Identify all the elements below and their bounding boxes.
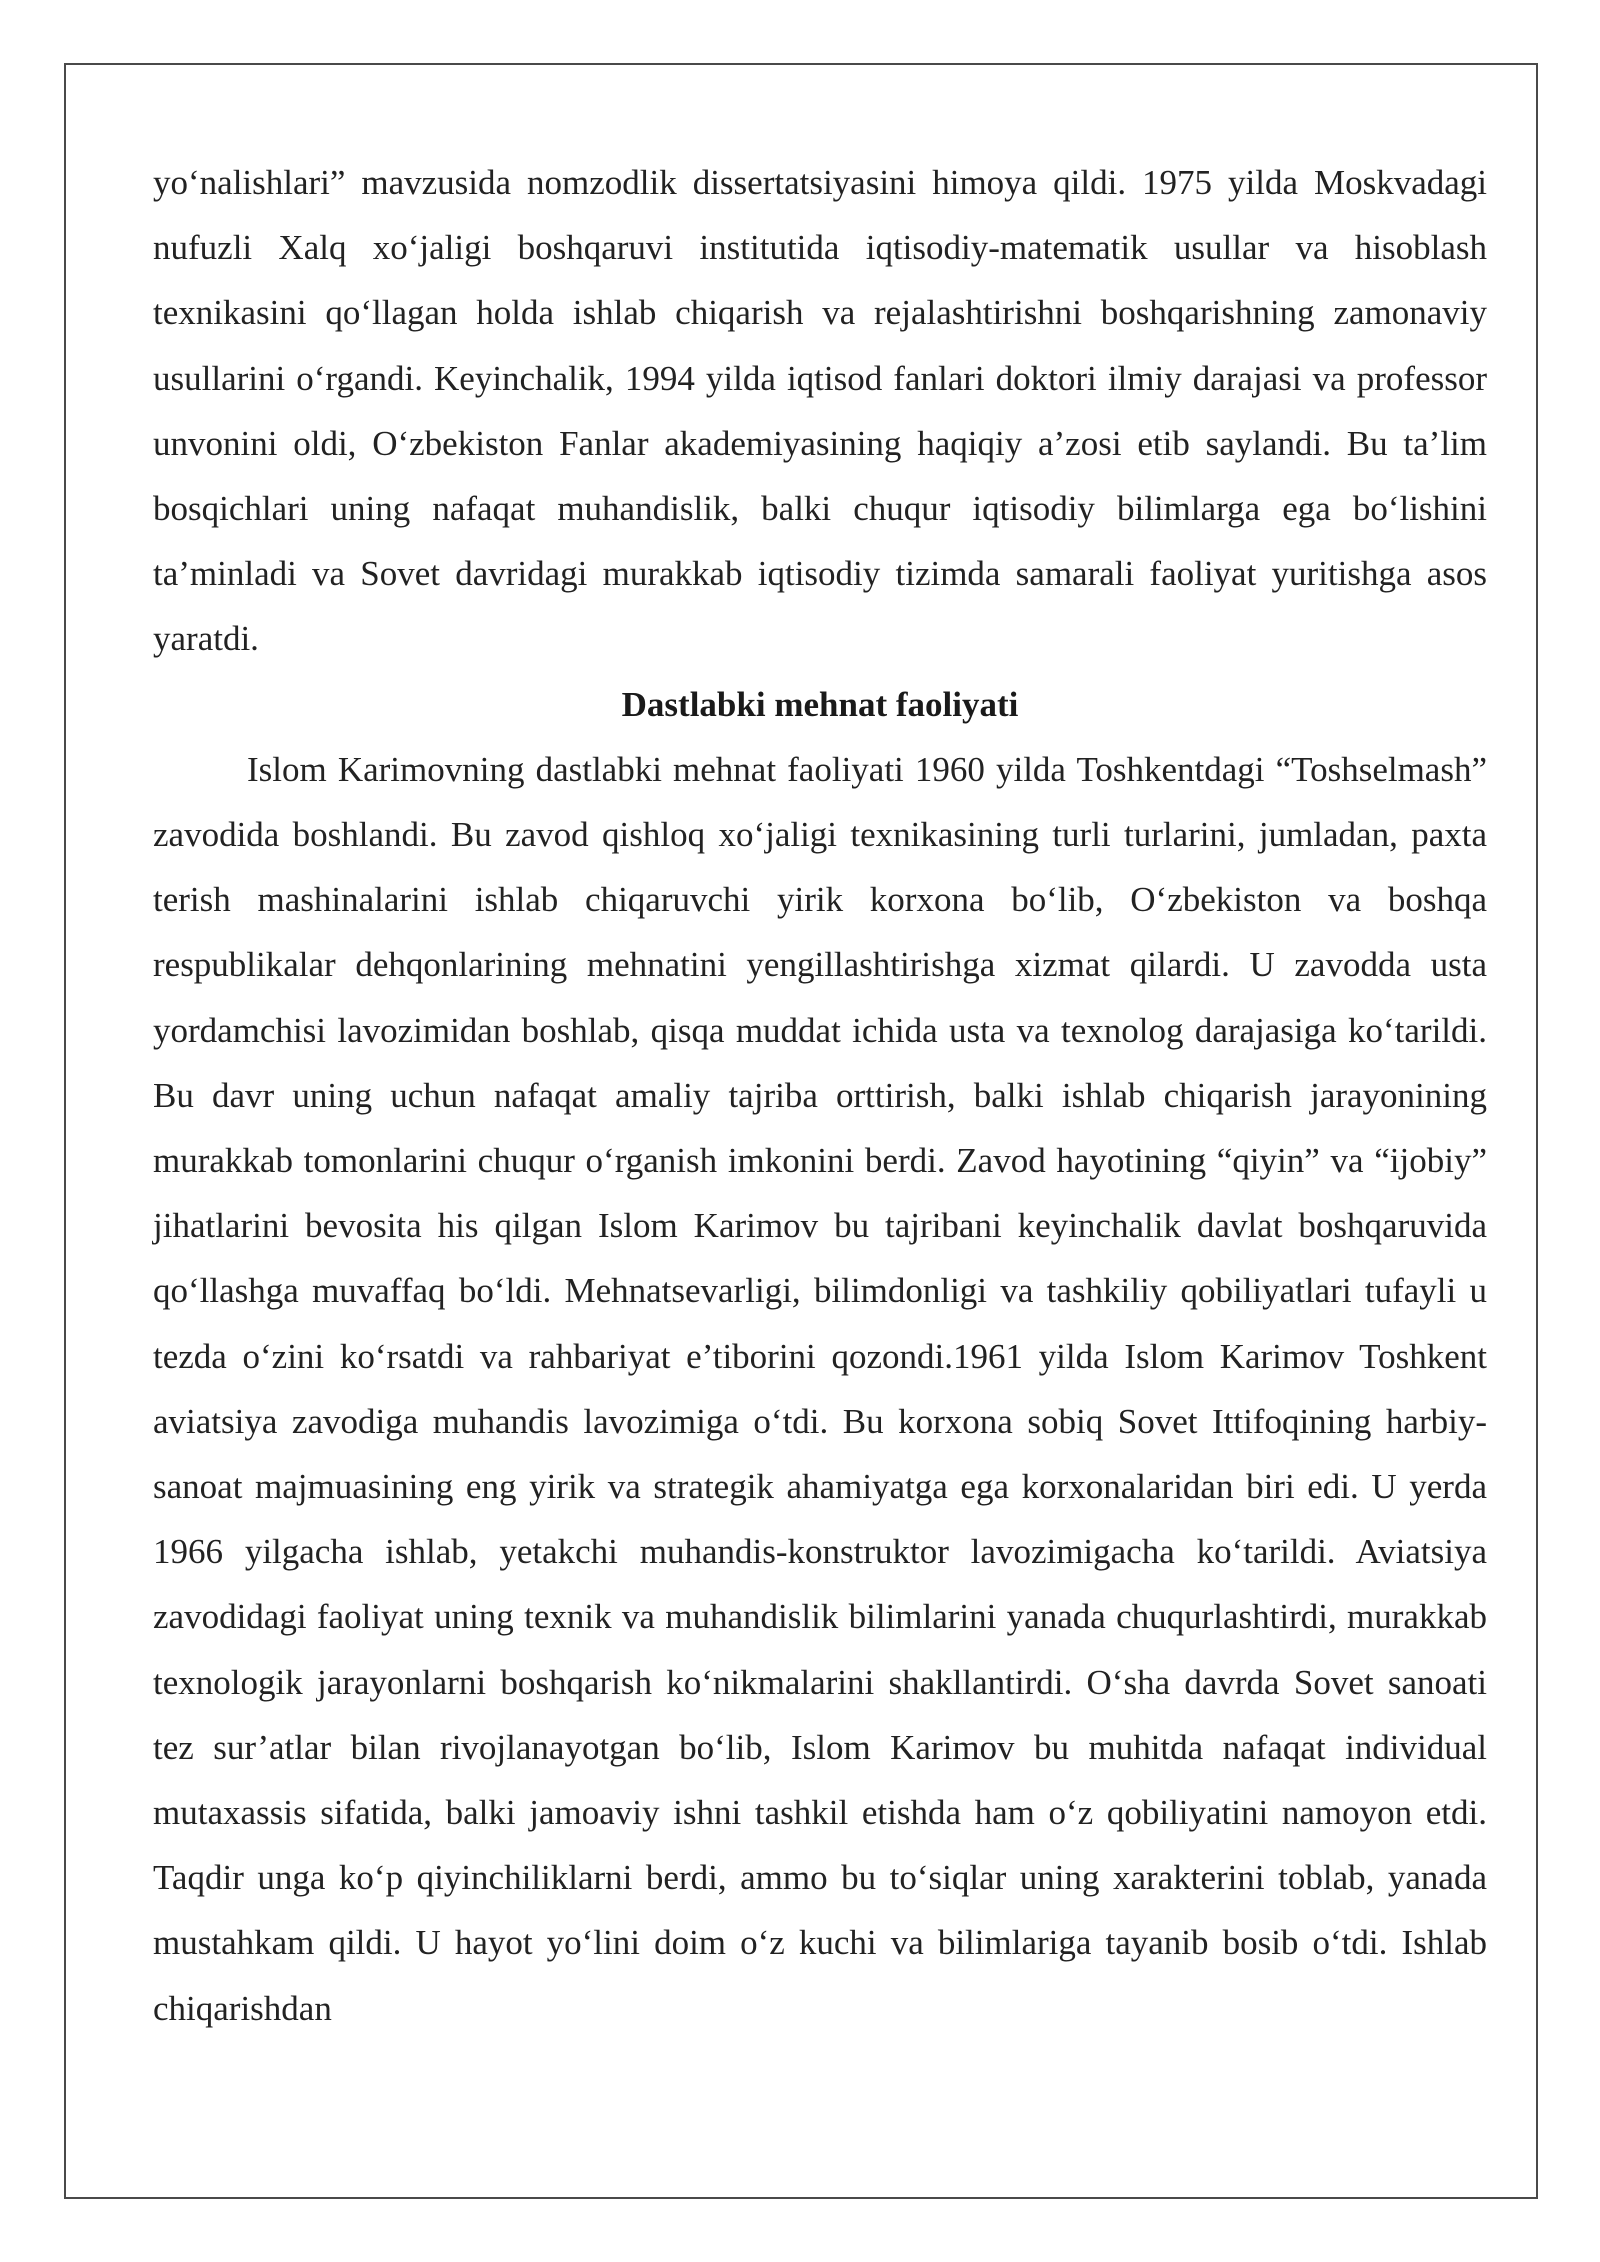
body-paragraph: yo‘nalishlari” mavzusida nomzodlik dissertatsiyasini himoya qildi. 1975 yilda Moskvadagi nufuzli Xalq xo‘jaligi boshqaruvi institutida iqtisodiy-matematik usullar va hisoblash texnikasini qo‘llagan holda ishlab chiqarish va rejalashtirishni boshqarishning zamonaviy usullarini o‘rgandi. Keyinchalik, 1994 yilda iqtisod fanlari doktori ilmiy darajasi va professor unvonini oldi, O‘zbekiston Fanlar akademiyasining haqiqiy a’zosi etib saylandi. Bu ta’lim bosqichlari uning nafaqat muhandislik, balki chuqur iqtisodiy bilimlarga ega bo‘lishini ta’minladi va Sovet davridagi murakkab iqtisodiy tizimda samarali faoliyat yuritishga asos yaratdi. xyxy=(153,163,1487,659)
section-heading: Dastlabki mehnat faoliyati xyxy=(621,684,1019,724)
document-body xyxy=(153,150,1487,2041)
body-paragraph: Islom Karimovning dastlabki mehnat faoliyati 1960 yilda Toshkentdagi “Toshselmash” zavodida boshlandi. Bu zavod qishloq xo‘jaligi texnikasining turli turlarini, jumladan, paxta terish mashinalarini ishlab chiqaruvchi yirik korxona bo‘lib, O‘zbekiston va boshqa respublikalar dehqonlarining mehnatini yengillashtirishga xizmat qilardi. U zavodda usta yordamchisi lavozimidan boshlab, qisqa muddat ichida usta va texnolog darajasiga ko‘tarildi. Bu davr uning uchun nafaqat amaliy tajriba orttirish, balki ishlab chiqarish jarayonining murakkab tomonlarini chuqur o‘rganish imkonini berdi. Zavod hayotining “qiyin” va “ijobiy” jihatlarini bevosita his qilgan Islom Karimov bu tajribani keyinchalik davlat boshqaruvida qo‘llashga muvaffaq bo‘ldi. Mehnatsevarligi, bilimdonligi va tashkiliy qobiliyatlari tufayli u tezda o‘zini ko‘rsatdi va rahbariyat e’tiborini qozondi.1961 yilda Islom Karimov Toshkent aviatsiya zavodiga muhandis lavozimiga o‘tdi. Bu korxona sobiq Sovet Ittifoqining harbiy-sanoat majmuasining eng yirik va strategik ahamiyatga ega korxonalaridan biri edi. U yerda 1966 yilgacha ishlab, yetakchi muhandis-konstruktor lavozimigacha ko‘tarildi. Aviatsiya zavodidagi faoliyat uning texnik va muhandislik bilimlarini yanada chuqurlashtirdi, murakkab texnologik jarayonlarni boshqarish ko‘nikmalarini shakllantirdi. O‘sha davrda Sovet sanoati tez sur’atlar bilan rivojlanayotgan bo‘lib, Islom Karimov bu muhitda nafaqat individual mutaxassis sifatida, balki jamoaviy ishni tashkil etishda ham o‘z qobiliyatini namoyon etdi. Taqdir unga ko‘p qiyinchiliklarni berdi, ammo bu to‘siqlar uning xarakterini toblab, yanada mustahkam qildi. U hayot yo‘lini doim o‘z kuchi va bilimlariga tayanib bosib o‘tdi. Ishlab chiqarishdan xyxy=(153,749,1487,2028)
